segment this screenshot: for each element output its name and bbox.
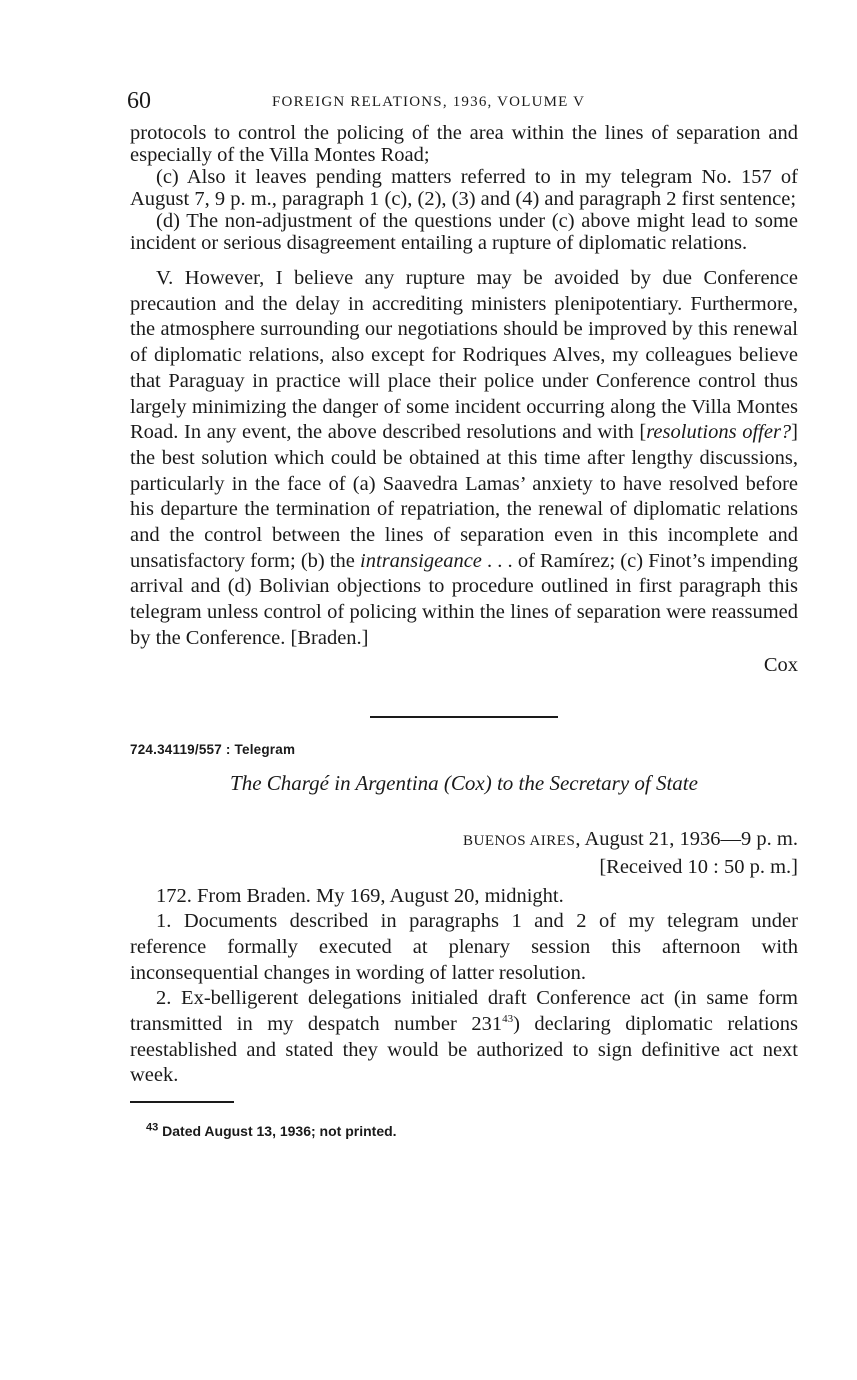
running-head: FOREIGN RELATIONS, 1936, VOLUME V: [272, 94, 586, 110]
footnote-rule: [130, 1101, 234, 1103]
document-title: The Chargé in Argentina (Cox) to the Secretary of State: [230, 770, 698, 795]
received-line: [Received 10 : 50 p. m.]: [599, 855, 798, 878]
continuation-paragraph: protocols to control the policing of the area within the lines of separation and especially of the Villa Montes Road;: [130, 122, 798, 166]
telegram-opening: 172. From Braden. My 169, August 20, midnight.: [156, 884, 564, 907]
italic-resolutions-offer: resolutions offer?: [646, 421, 792, 444]
file-number: 724.34119/557 : Telegram: [130, 741, 296, 757]
footnote-mark: 43: [146, 1121, 159, 1134]
dateline: BUENOS AIRES, August 21, 1936—9 p. m.: [463, 827, 798, 850]
item-d-paragraph: (d) The non-adjustment of the questions under (c) above might lead to some incident or serious disagreement entailing a rupture of diplomatic relations.: [130, 210, 798, 254]
document-page: [127, 88, 798, 1140]
section-divider: [370, 716, 558, 718]
item-c-paragraph: (c) Also it leaves pending matters referred to in my telegram No. 157 of August 7, 9 p. m., paragraph 1 (c), (2), (3) and (4) and paragraph 2 first sentence;: [130, 166, 798, 210]
footnote: $^{43}$ Dated August 13, 1936; not printed.: [146, 1121, 397, 1140]
section-v-paragraph: V. However, I believe any rupture may be avoided by due Conference precaution and the delay in accrediting ministers plenipotentiary. Furthermore, the atmosphere surrounding our negotiations should be improved by this renewal of diplomatic relations, also except for Rodriques Alves, my colleagues believe that Paraguay in practice will place their police under Conference control thus largely minimizing the danger of some incident occurring along the Villa Montes Road. In any event, the above described resolutions and with [resolutions offer?] the best solution which could be obtained at this time after lengthy discussions, particularly in the face of (a) Saavedra Lamas’ anxiety to have resolved before his departure the termination of repatriation, the renewal of diplomatic relations and the control between the lines of separation even in this incomplete and unsatisfactory form; (b) the intransigeance . . . of Ramírez; (c) Finot’s impending arrival and (d) Bolivian objections to procedure outlined in first paragraph this telegram unless control of policing within the lines of separation were reassumed by the Conference. [Braden.]: [130, 267, 798, 649]
page-header: [127, 88, 798, 118]
italic-intransigeance: intransigeance: [360, 549, 482, 572]
signature: Cox: [763, 653, 798, 676]
footnote-ref: 43: [502, 1013, 514, 1026]
telegram-item-1: 1. Documents described in paragraphs 1 and 2 of my telegram under reference formally executed at plenary session this afternoon with inconsequential changes in wording of latter resolution.: [130, 910, 798, 984]
telegram-item-2: 2. Ex-belligerent delegations initialed draft Conference act (in same form transmitted in my despatch number $231^{43}$) declaring diplomatic relations reestablished and stated they would be authorized to sign definitive act next week.: [130, 987, 798, 1087]
place-name: BUENOS AIRES: [463, 832, 576, 849]
page-number: 60: [127, 88, 151, 114]
